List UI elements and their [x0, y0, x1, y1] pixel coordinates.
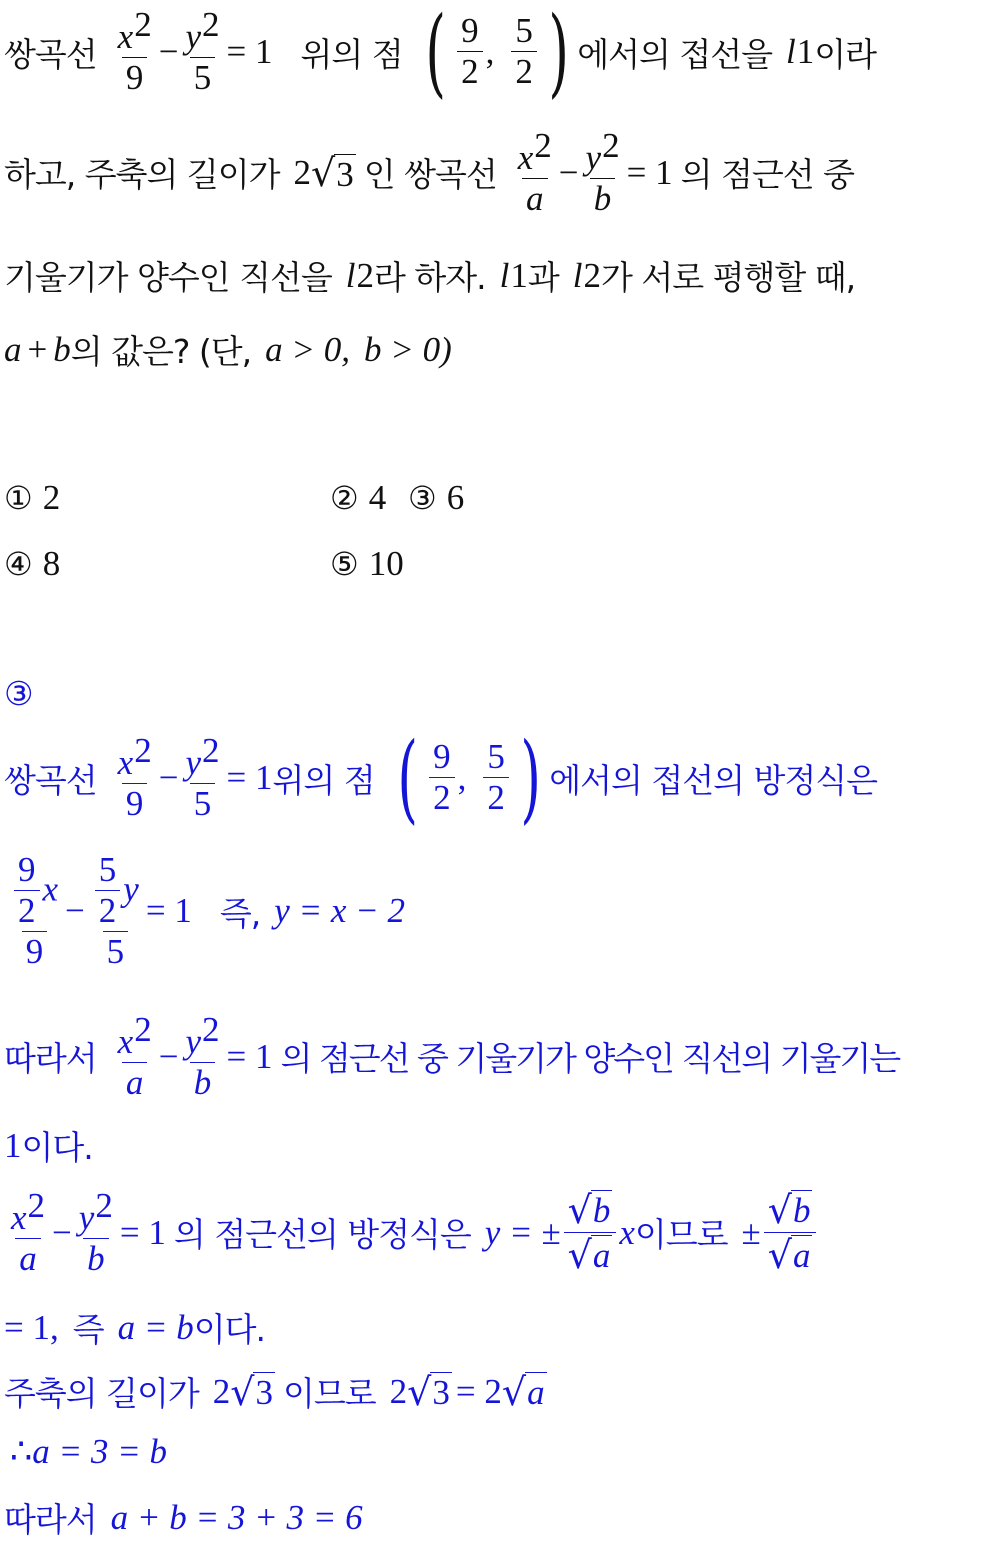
- right-paren: ): [520, 722, 541, 834]
- solution-line-3: 따라서 $\frac{x^2}{a}$ − $\frac{y^2}{b}$ = 1 의 점근선 중 기울기가 양수인 직선의 기울기는: [4, 1010, 900, 1102]
- fraction: $\frac{x^2}{9}$: [117, 731, 152, 823]
- fraction: $\frac{9}{2}$: [429, 739, 455, 817]
- problem-text: 쌍곡선: [4, 34, 97, 74]
- choice-number: ③: [408, 479, 437, 517]
- solution-line-2: $\frac{9}{2}$ x 9 − $\frac{5}{2}$ y 5 = 1 즉, y = x − 2: [4, 852, 405, 970]
- radical-fraction: √ b √ a: [564, 1190, 617, 1277]
- square-root: √ 3: [407, 1369, 450, 1414]
- left-paren: (: [425, 0, 446, 108]
- choice-number: ①: [4, 479, 33, 517]
- square-root: √ 3: [311, 150, 354, 195]
- solution-line-4: 1 이다.: [4, 1125, 93, 1167]
- problem-line-4: a + b 의 값은? (단, a > 0, b > 0): [4, 329, 452, 371]
- fraction: $\frac{9}{2}$: [457, 13, 483, 91]
- fraction: $\frac{x^2}{9}$: [117, 5, 152, 97]
- solution-line-1: 쌍곡선 $\frac{x^2}{9}$ − $\frac{y^2}{5}$ = 1 위의 점 ( $\frac{9}{2}$ , $\frac{5}{2}$ ) 에서의 접선의 방정식은: [4, 722, 878, 834]
- square-root: √ a: [501, 1369, 545, 1414]
- choice-number: ④: [4, 545, 33, 583]
- problem-line-2: 하고, 주축의 길이가 2 √ 3 인 쌍곡선 $\frac{x^2}{a}$ − $\frac{y^2}{b}$ = 1 의 점근선 중: [4, 126, 854, 218]
- fraction: $\frac{y^2}{5}$: [185, 731, 220, 823]
- solution-line-9: 따라서 a + b = 3 + 3 = 6: [4, 1497, 363, 1539]
- fraction: $\frac{y^2}{b}$: [78, 1186, 113, 1278]
- choice-5[interactable]: ⑤ 10: [330, 544, 404, 583]
- right-paren: ): [548, 0, 569, 108]
- left-paren: (: [397, 722, 418, 834]
- choice-4[interactable]: ④ 8: [4, 544, 61, 583]
- fraction: $\frac{y^2}{b}$: [185, 1010, 220, 1102]
- choice-1[interactable]: ① 2: [4, 478, 61, 517]
- fraction: $\frac{y^2}{5}$: [185, 5, 220, 97]
- compound-fraction: $\frac{5}{2}$ y 5: [88, 852, 143, 970]
- problem-line-1: 쌍곡선 $\frac{x^2}{9}$ − $\frac{y^2}{5}$ = 1 위의 점 ( $\frac{9}{2}$ , $\frac{5}{2}$ ) 에서의 접선을 l 1 이라: [4, 0, 877, 108]
- choice-number: ②: [330, 479, 359, 517]
- solution-line-5: $\frac{x^2}{a}$ − $\frac{y^2}{b}$ = 1 의 점근선의 방정식은 y = ± √ b √ a x 이므로 ± √ b √ a: [4, 1188, 819, 1278]
- choice-3[interactable]: ③ 6: [408, 478, 465, 517]
- fraction: $\frac{5}{2}$: [483, 739, 509, 817]
- fraction: $\frac{5}{2}$: [511, 13, 537, 91]
- solution-line-8: ∴ a = 3 = b: [10, 1432, 168, 1471]
- choice-2[interactable]: ② 4: [330, 478, 387, 517]
- solution-line-7: 주축의 길이가 2 √ 3 이므로 2 √ 3 = 2 √ a: [4, 1369, 545, 1414]
- radical-fraction: √ b √ a: [764, 1190, 817, 1277]
- answer-mark: ③: [4, 674, 33, 713]
- fraction: $\frac{x^2}{a}$: [517, 126, 552, 218]
- square-root: √ 3: [230, 1369, 273, 1414]
- fraction: $\frac{y^2}{b}$: [585, 126, 620, 218]
- problem-line-3: 기울기가 양수인 직선을 l 2 라 하자. l 1 과 l 2 가 서로 평행할 때,: [4, 255, 856, 297]
- fraction: $\frac{x^2}{a}$: [117, 1010, 152, 1102]
- fraction: $\frac{x^2}{a}$: [11, 1186, 46, 1278]
- choice-number: ⑤: [330, 545, 359, 583]
- compound-fraction: $\frac{9}{2}$ x 9: [7, 852, 62, 970]
- solution-line-6: = 1, 즉 a = b 이다.: [4, 1307, 266, 1349]
